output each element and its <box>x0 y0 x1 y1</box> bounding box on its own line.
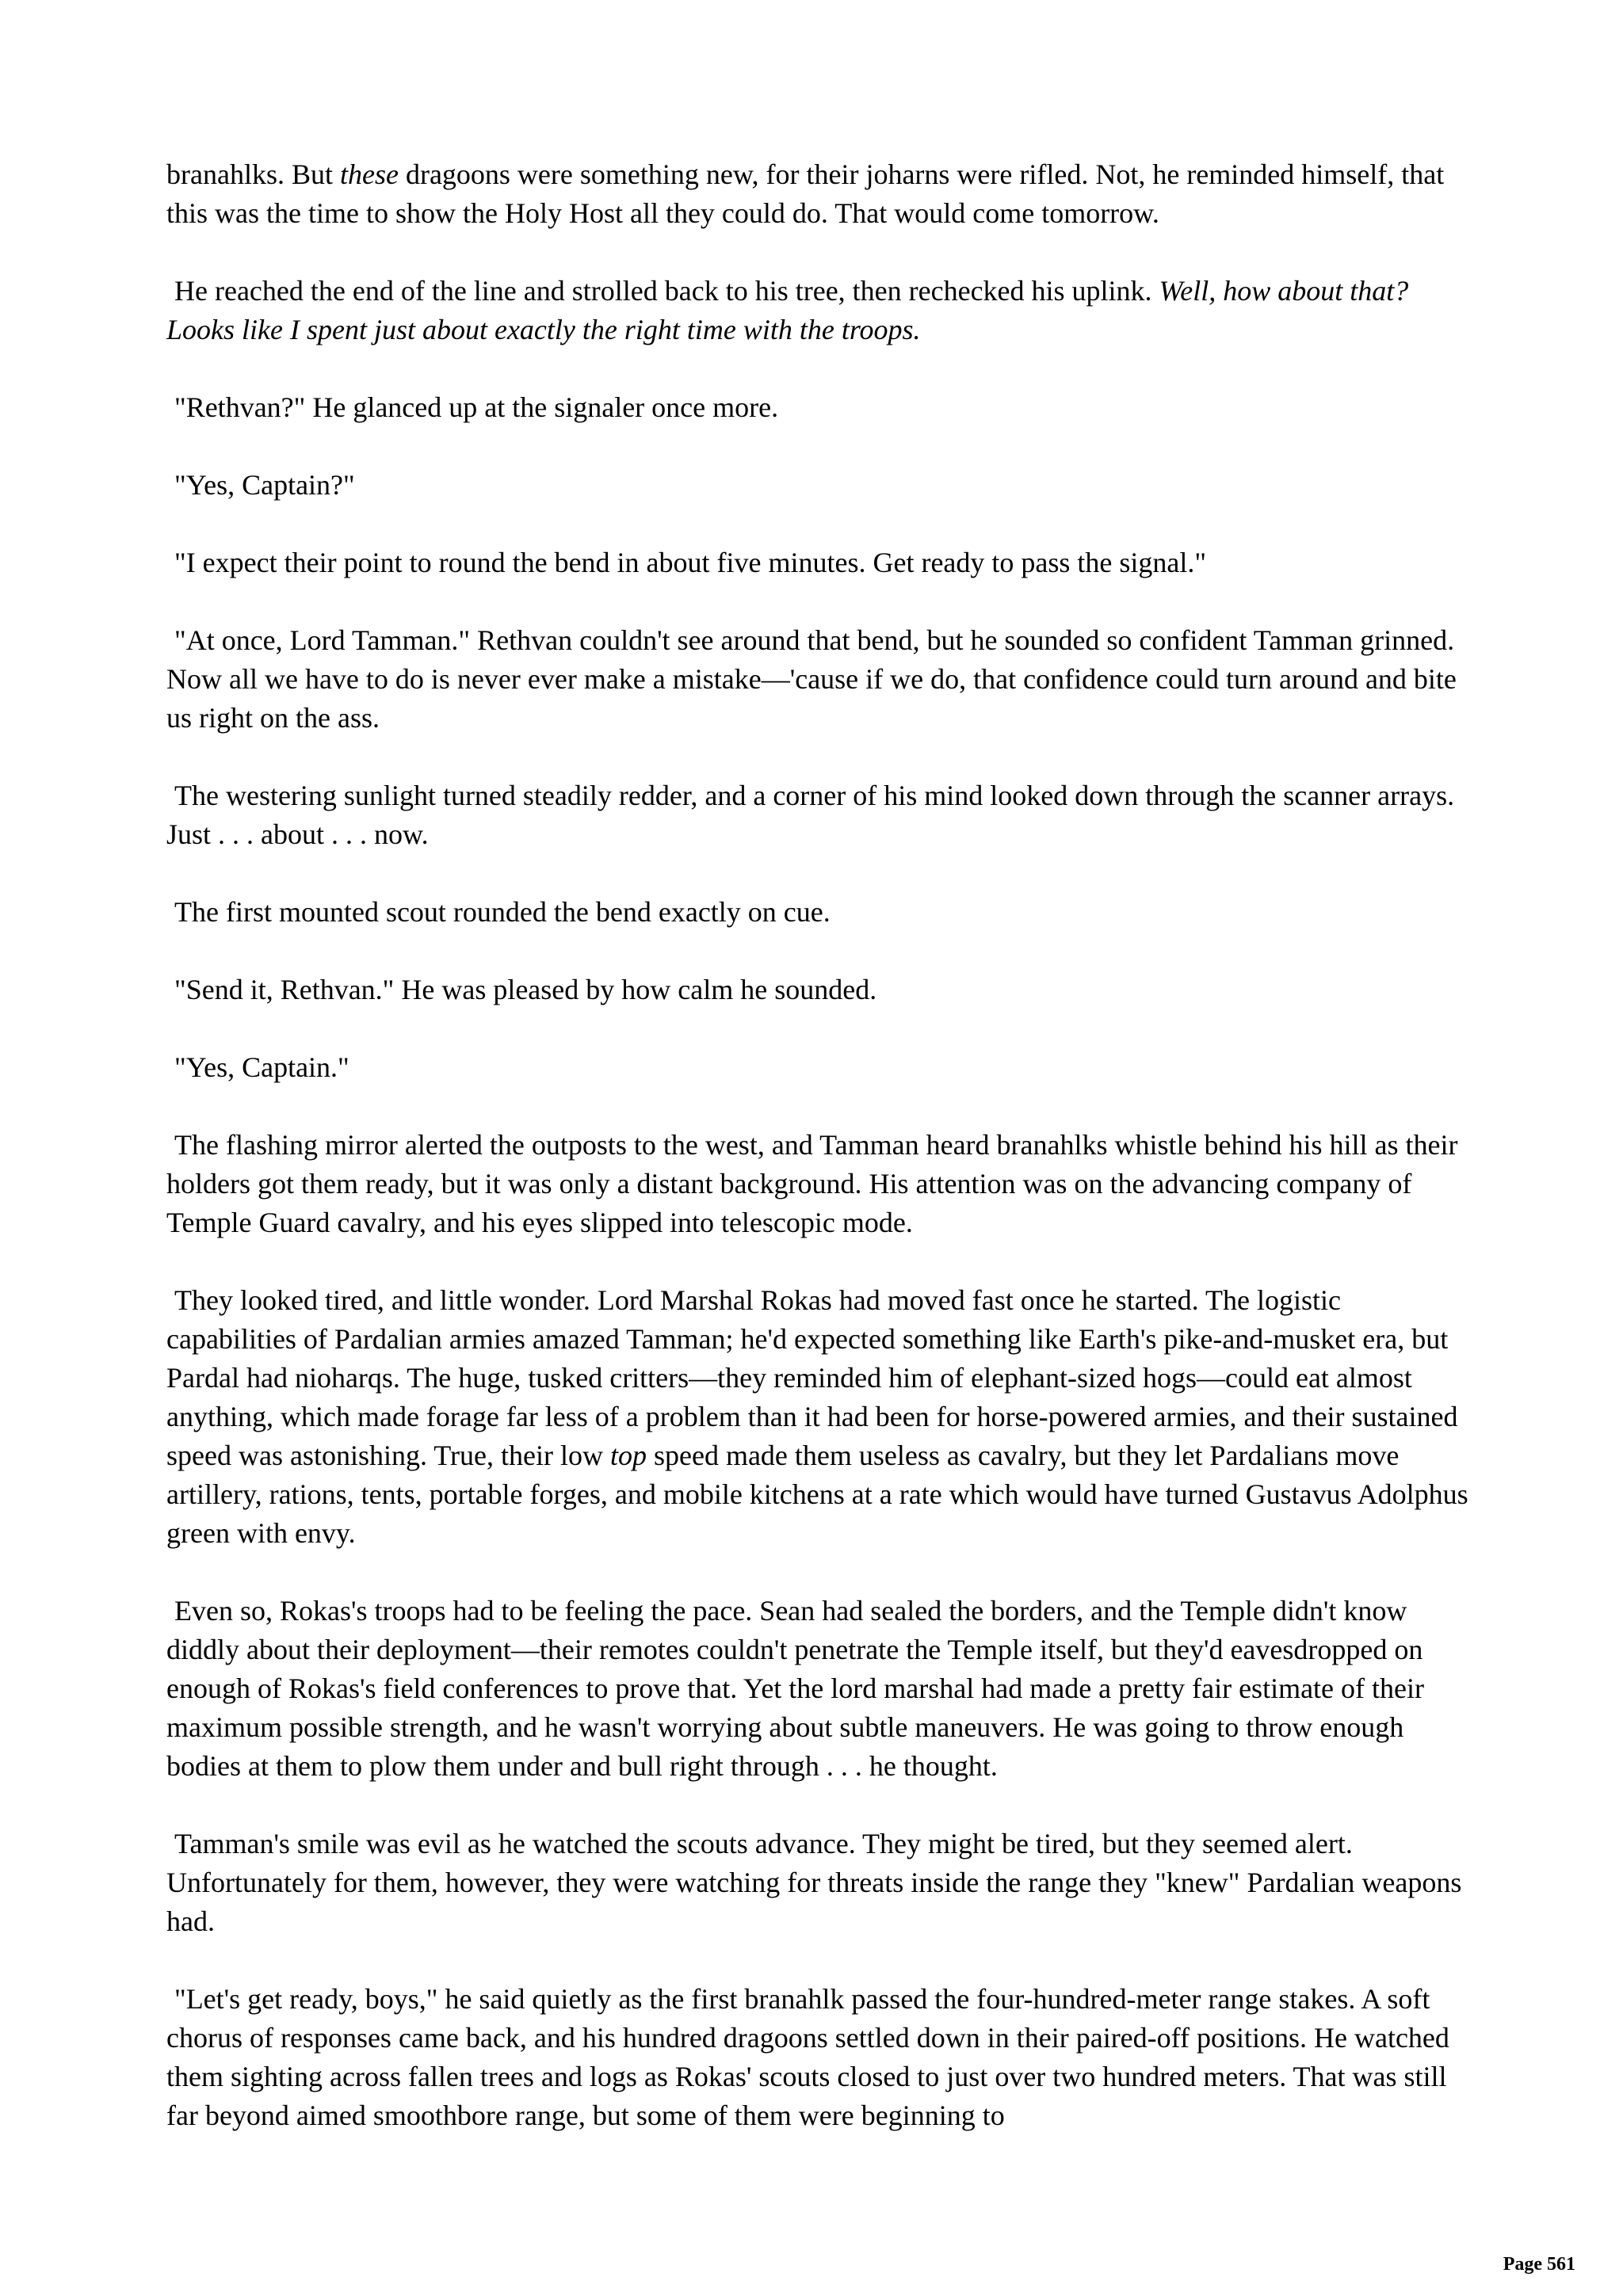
text-run: dragoons were something new, for their joharns were rifled. Not, he reminded himself, that this was the time to show the Holy Host all they could do. That would come tomorrow. <box>166 158 1445 229</box>
text-run: "Rethvan?" He glanced up at the signaler once more. <box>174 391 779 423</box>
paragraph <box>166 621 1472 738</box>
paragraph <box>166 388 1472 427</box>
text-run: "Let's get ready, boys," he said quietly as the first branahlk passed the four-hundred-meter range stakes. A soft chorus of responses came back, and his hundred dragoons settled down in their paired-off positions. He watched them sighting across fallen trees and logs as Rokas' scouts closed to just over two hundred meters. That was still far beyond aimed smoothbore range, but some of them were beginning to <box>166 1983 1449 2131</box>
text-run: He reached the end of the line and strolled back to his tree, then rechecked his uplink. <box>174 275 1159 307</box>
text-run: "Yes, Captain." <box>174 1051 349 1083</box>
text-run: "I expect their point to round the bend in about five minutes. Get ready to pass the signal." <box>174 547 1207 578</box>
paragraph <box>166 1048 1472 1087</box>
text-run: "At once, Lord Tamman." Rethvan couldn't see around that bend, but he sounded so confident Tamman grinned. Now all we have to do is never ever make a mistake—'cause if we do, that confidence could turn around and bite us right on the ass. <box>166 624 1457 734</box>
text-run: speed made them useless as cavalry, but they let Pardalians move artillery, rations, tents, portable forges, and mobile kitchens at a rate which would have turned Gustavus Adolphus green with envy. <box>166 1440 1468 1549</box>
text-run: "Send it, Rethvan." He was pleased by how calm he sounded. <box>174 974 877 1005</box>
text-run: The westering sunlight turned steadily redder, and a corner of his mind looked down through the scanner arrays. Just . . . about . . . now. <box>166 780 1455 850</box>
body-text <box>166 155 1472 2174</box>
paragraph <box>166 1126 1472 1242</box>
paragraph <box>166 1281 1472 1553</box>
italic-text: these <box>339 158 399 190</box>
paragraph <box>166 466 1472 505</box>
text-run: branahlks. But <box>166 158 340 190</box>
paragraph <box>166 1980 1472 2135</box>
paragraph <box>166 1825 1472 1941</box>
text-run: "Yes, Captain?" <box>174 469 355 501</box>
paragraph <box>166 272 1472 349</box>
paragraph <box>166 1592 1472 1786</box>
paragraph <box>166 776 1472 854</box>
paragraph <box>166 543 1472 582</box>
text-run: Tamman's smile was evil as he watched the scouts advance. They might be tired, but they seemed alert. Unfortunately for them, however, they were watching for threats inside the range they "knew" Pardalian weapons had. <box>166 1828 1462 1937</box>
italic-text: Well, how about that? Looks like I spent just about exactly the right time with the troops. <box>166 275 1409 345</box>
paragraph <box>166 155 1472 233</box>
paragraph <box>166 971 1472 1009</box>
paragraph <box>166 893 1472 932</box>
text-run: Even so, Rokas's troops had to be feeling the pace. Sean had sealed the borders, and the Temple didn't know diddly about their deployment—their remotes couldn't penetrate the Temple itself, but they'd eavesdropped on enough of Rokas's field conferences to prove that. Yet the lord marshal had made a pretty fair estimate of their maximum possible strength, and he wasn't worrying about subtle maneuvers. He was going to throw enough bodies at them to plow them under and bull right through . . . he thought. <box>166 1595 1424 1782</box>
text-run: The flashing mirror alerted the outposts to the west, and Tamman heard branahlks whistle behind his hill as their holders got them ready, but it was only a distant background. His attention was on the advancing company of Temple Guard cavalry, and his eyes slipped into telescopic mode. <box>166 1129 1458 1238</box>
page-number: Page 561 <box>1503 2254 1575 2275</box>
text-run: They looked tired, and little wonder. Lord Marshal Rokas had moved fast once he started. The logistic capabilities of Pardalian armies amazed Tamman; he'd expected something like Earth's pike-and-musket era, but Pardal had nioharqs. The huge, tusked critters—they reminded him of elephant-sized hogs—could eat almost anything, which made forage far less of a problem than it had been for horse-powered armies, and their sustained speed was astonishing. True, their low <box>166 1284 1458 1471</box>
italic-text: top <box>609 1440 647 1471</box>
text-run: The first mounted scout rounded the bend exactly on cue. <box>174 896 831 928</box>
